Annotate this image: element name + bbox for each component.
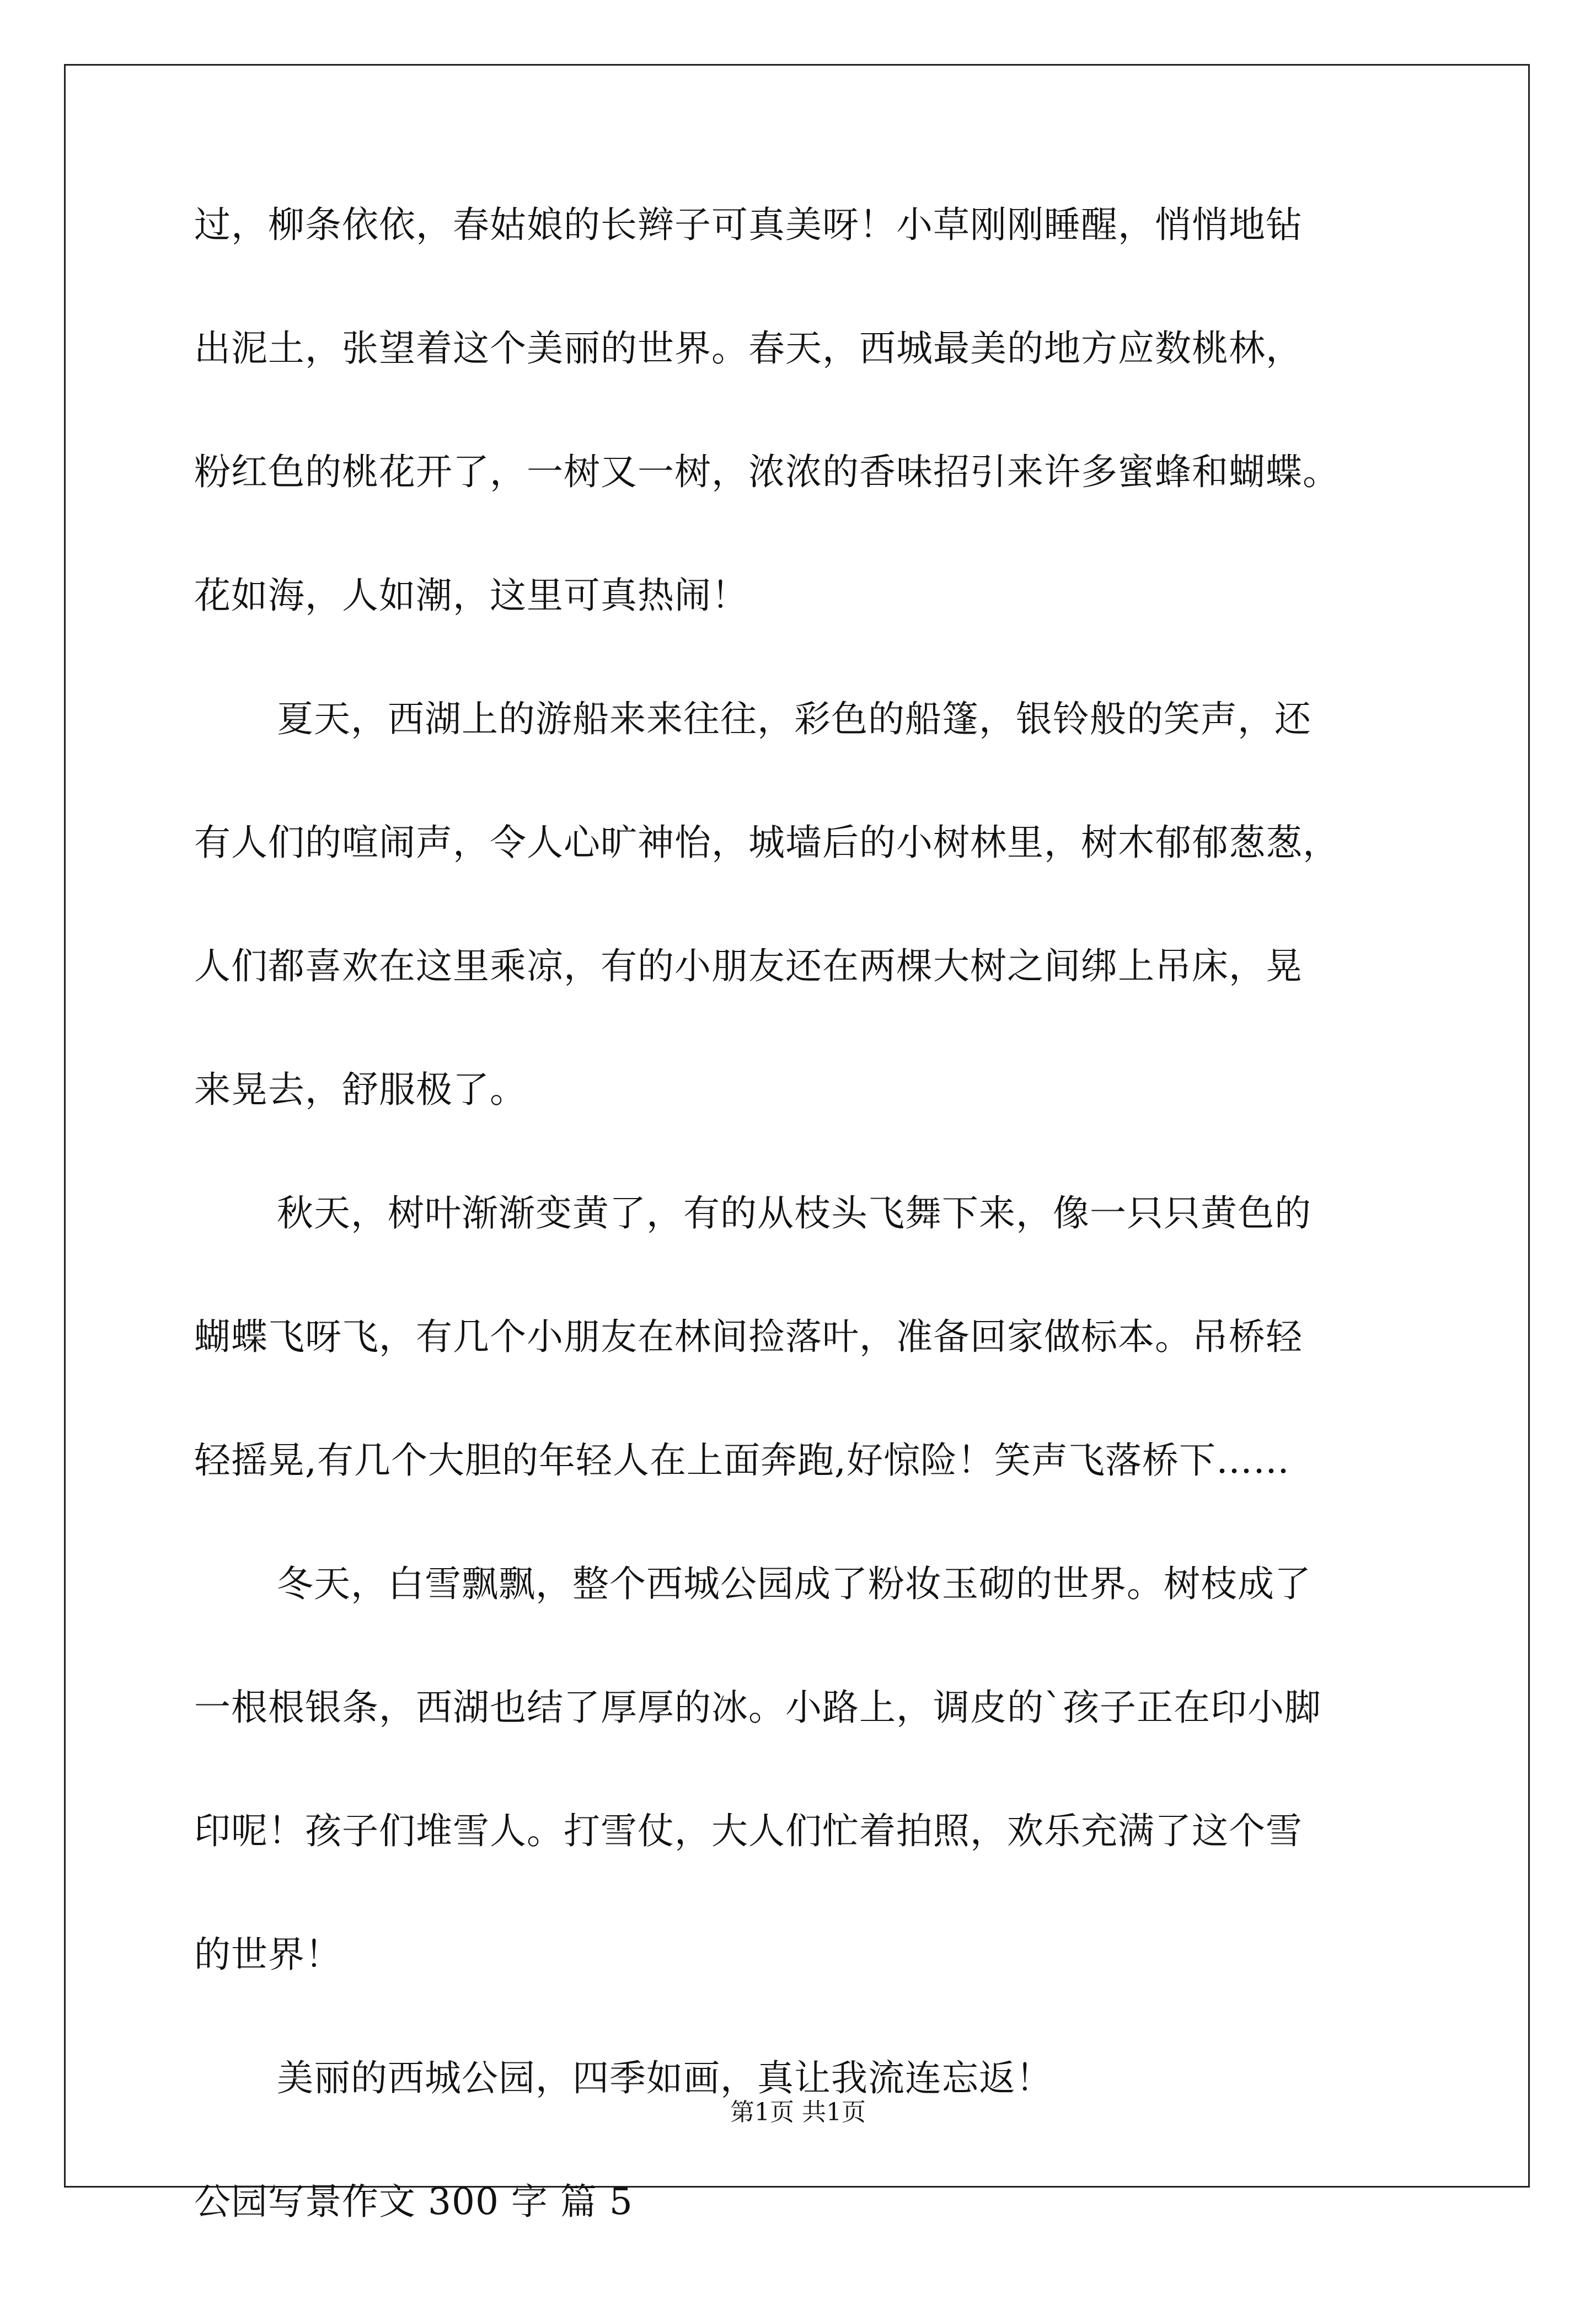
text-line-7: 人们都喜欢在这里乘凉，有的小朋友还在两棵大树之间绑上吊床，晃: [194, 945, 1303, 987]
text-line-8: 来晃去，舒服极了。: [194, 1068, 527, 1111]
text-line-10: 蝴蝶飞呀飞，有几个小朋友在林间捡落叶，准备回家做标本。吊桥轻: [194, 1316, 1303, 1358]
text-line-1: 过，柳条依依，春姑娘的长辫子可真美呀！小草刚刚睡醒，悄悄地钻: [194, 204, 1303, 246]
text-line-4: 花如海，人如潮，这里可真热闹！: [194, 574, 748, 617]
text-line-11: 轻摇晃,有几个大胆的年轻人在上面奔跑,好惊险！笑声飞落桥下……: [194, 1439, 1290, 1482]
text-line-16: 美丽的西城公园，四季如画，真让我流连忘返！: [277, 2057, 1053, 2099]
text-line-2: 出泥土，张望着这个美丽的世界。春天，西城最美的地方应数桃林，: [194, 327, 1303, 370]
section-heading: 公园写景作文 300 字 篇 5: [194, 2180, 633, 2223]
text-line-9: 秋天，树叶渐渐变黄了，有的从枝头飞舞下来，像一只只黄色的: [277, 1192, 1311, 1234]
text-line-6: 有人们的喧闹声，令人心旷神怡，城墙后的小树林里，树木郁郁葱葱，: [194, 821, 1340, 864]
text-line-13: 一根根银条，西湖也结了厚厚的冰。小路上，调皮的`孩子正在印小脚: [194, 1686, 1321, 1729]
text-line-5: 夏天，西湖上的游船来来往往，彩色的船篷，银铃般的笑声，还: [277, 698, 1311, 740]
text-line-3: 粉红色的桃花开了，一树又一树，浓浓的香味招引来许多蜜蜂和蝴蝶。: [194, 451, 1340, 493]
page-footer: 第1页 共1页: [730, 2098, 866, 2126]
text-line-14: 印呢！孩子们堆雪人。打雪仗，大人们忙着拍照，欢乐充满了这个雪: [194, 1810, 1303, 1852]
document-body: [194, 199, 1407, 2299]
text-line-15: 的世界！: [194, 1933, 342, 1976]
text-line-12: 冬天，白雪飘飘，整个西城公园成了粉妆玉砌的世界。树枝成了: [277, 1563, 1311, 1605]
